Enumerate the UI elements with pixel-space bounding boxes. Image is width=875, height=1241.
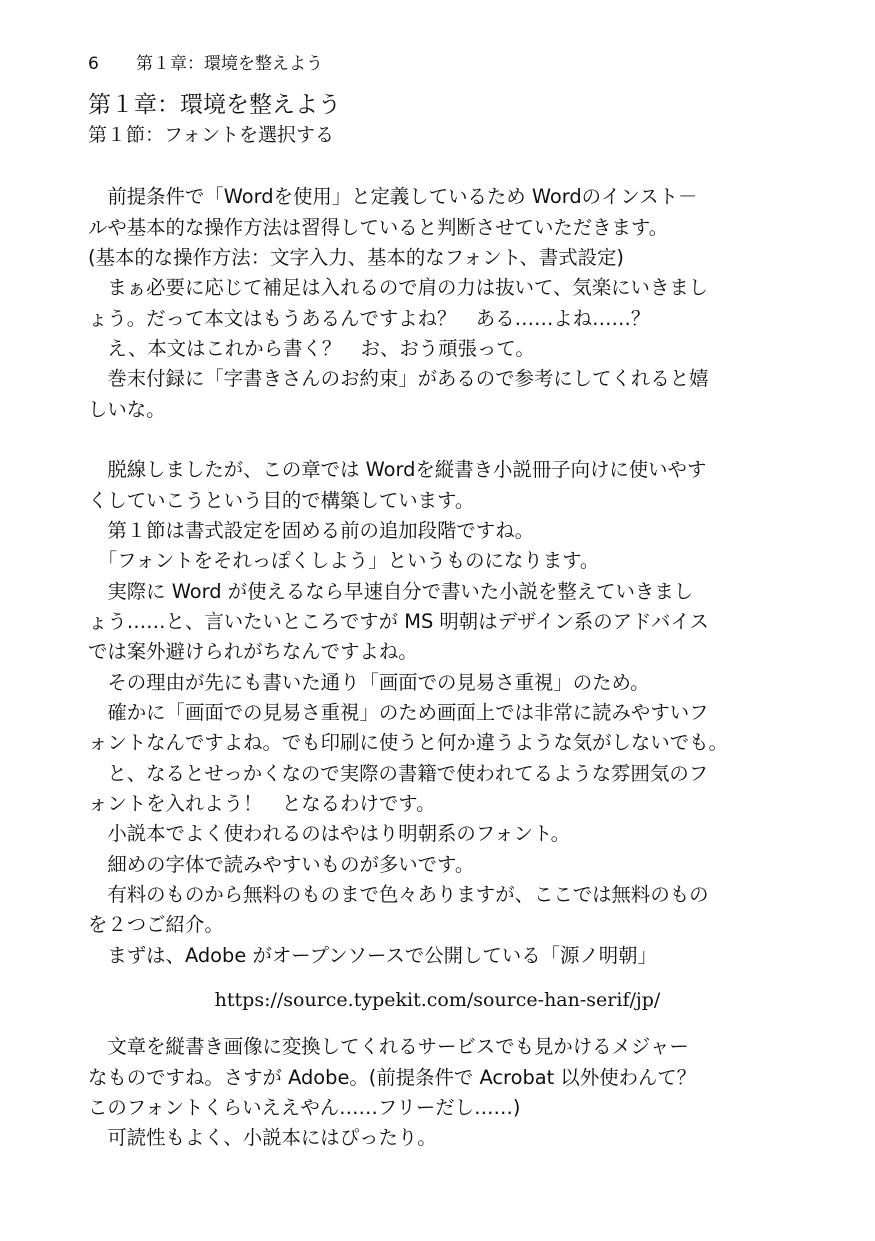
chapter-title: 第１章：環境を整えよう <box>88 92 341 118</box>
body-line: なものですね。さすが Adobe。(前提条件で Acrobat 以外使わんて？ <box>88 1066 697 1089</box>
body-line: 脱線しましたが、この章では Wordを縦書き小説冊子向けに使いやす <box>88 458 707 481</box>
body-line: 実際に Word が使えるなら早速自分で書いた小説を整えていきまし <box>88 580 694 603</box>
body-line: まずは、Adobe がオープンソースで公開している「源ノ明朝」 <box>88 944 657 967</box>
body-line: ォントなんですよね。でも印刷に使うと何か違うような気がしないでも。 <box>88 731 728 754</box>
body-line: (基本的な操作方法：文字入力、基本的なフォント、書式設定) <box>88 246 624 269</box>
font-url-link[interactable]: https://source.typekit.com/source-han-serif/jp/ <box>214 989 661 1011</box>
body-line: ォントを入れよう！ となるわけです。 <box>88 792 436 815</box>
body-line: 可読性もよく、小説本にはぴったり。 <box>88 1126 437 1149</box>
body-line: を２つご紹介。 <box>88 913 224 936</box>
body-line: 「フォントをそれっぽくしよう」というものになります。 <box>88 549 600 572</box>
body-line: 確かに「画面での見易さ重視」のため画面上では非常に読みやすいフ <box>88 701 709 724</box>
body-line: 前提条件で「Wordを使用」と定義しているため Wordのインスト－ <box>88 185 698 208</box>
body-line: え、本文はこれから書く？ お、おう頑張って。 <box>88 337 535 360</box>
body-line: ょう……と、言いたいところですが MS 明朝はデザイン系のアドバイス <box>88 610 709 633</box>
body-line: 細めの字体で読みやすいものが多いです。 <box>88 853 475 876</box>
body-line: ルや基本的な操作方法は習得していると判断させていただきます。 <box>88 216 669 239</box>
body-line: では案外避けられがちなんですよね。 <box>88 640 418 663</box>
body-line: くしていこうという目的で構築しています。 <box>88 489 475 512</box>
body-line: ょう。だって本文はもうあるんですよね？ ある……よね……？ <box>88 307 651 330</box>
body-line: このフォントくらいええやん……フリーだし……) <box>88 1096 521 1119</box>
body-line: 第１節は書式設定を固める前の追加段階ですね。 <box>88 519 534 542</box>
body-line: 小説本でよく使われるのはやはり明朝系のフォント。 <box>88 822 571 845</box>
page-number: 6 <box>88 54 99 74</box>
section-title: 第１節：フォントを選択する <box>88 124 335 146</box>
body-line: 巻末付録に「字書きさんのお約束」があるので参考にしてくれると嬉 <box>88 367 709 390</box>
body-line: しいな。 <box>88 398 166 421</box>
body-line: 文章を縦書き画像に変換してくれるサービスでも見かけるメジャー <box>88 1035 689 1058</box>
body-line: その理由が先にも書いた通り「画面での見易さ重視」のため。 <box>88 671 650 694</box>
running-title: 第１章：環境を整えよう <box>136 54 323 74</box>
running-header <box>88 53 323 75</box>
body-line: まぁ必要に応じて補足は入れるので肩の力は抜いて、気楽にいきまし <box>88 276 709 299</box>
body-line: と、なるとせっかくなので実際の書籍で使われてるような雰囲気のフ <box>88 762 709 785</box>
body-line: 有料のものから無料のものまで色々ありますが、ここでは無料のもの <box>88 883 709 906</box>
